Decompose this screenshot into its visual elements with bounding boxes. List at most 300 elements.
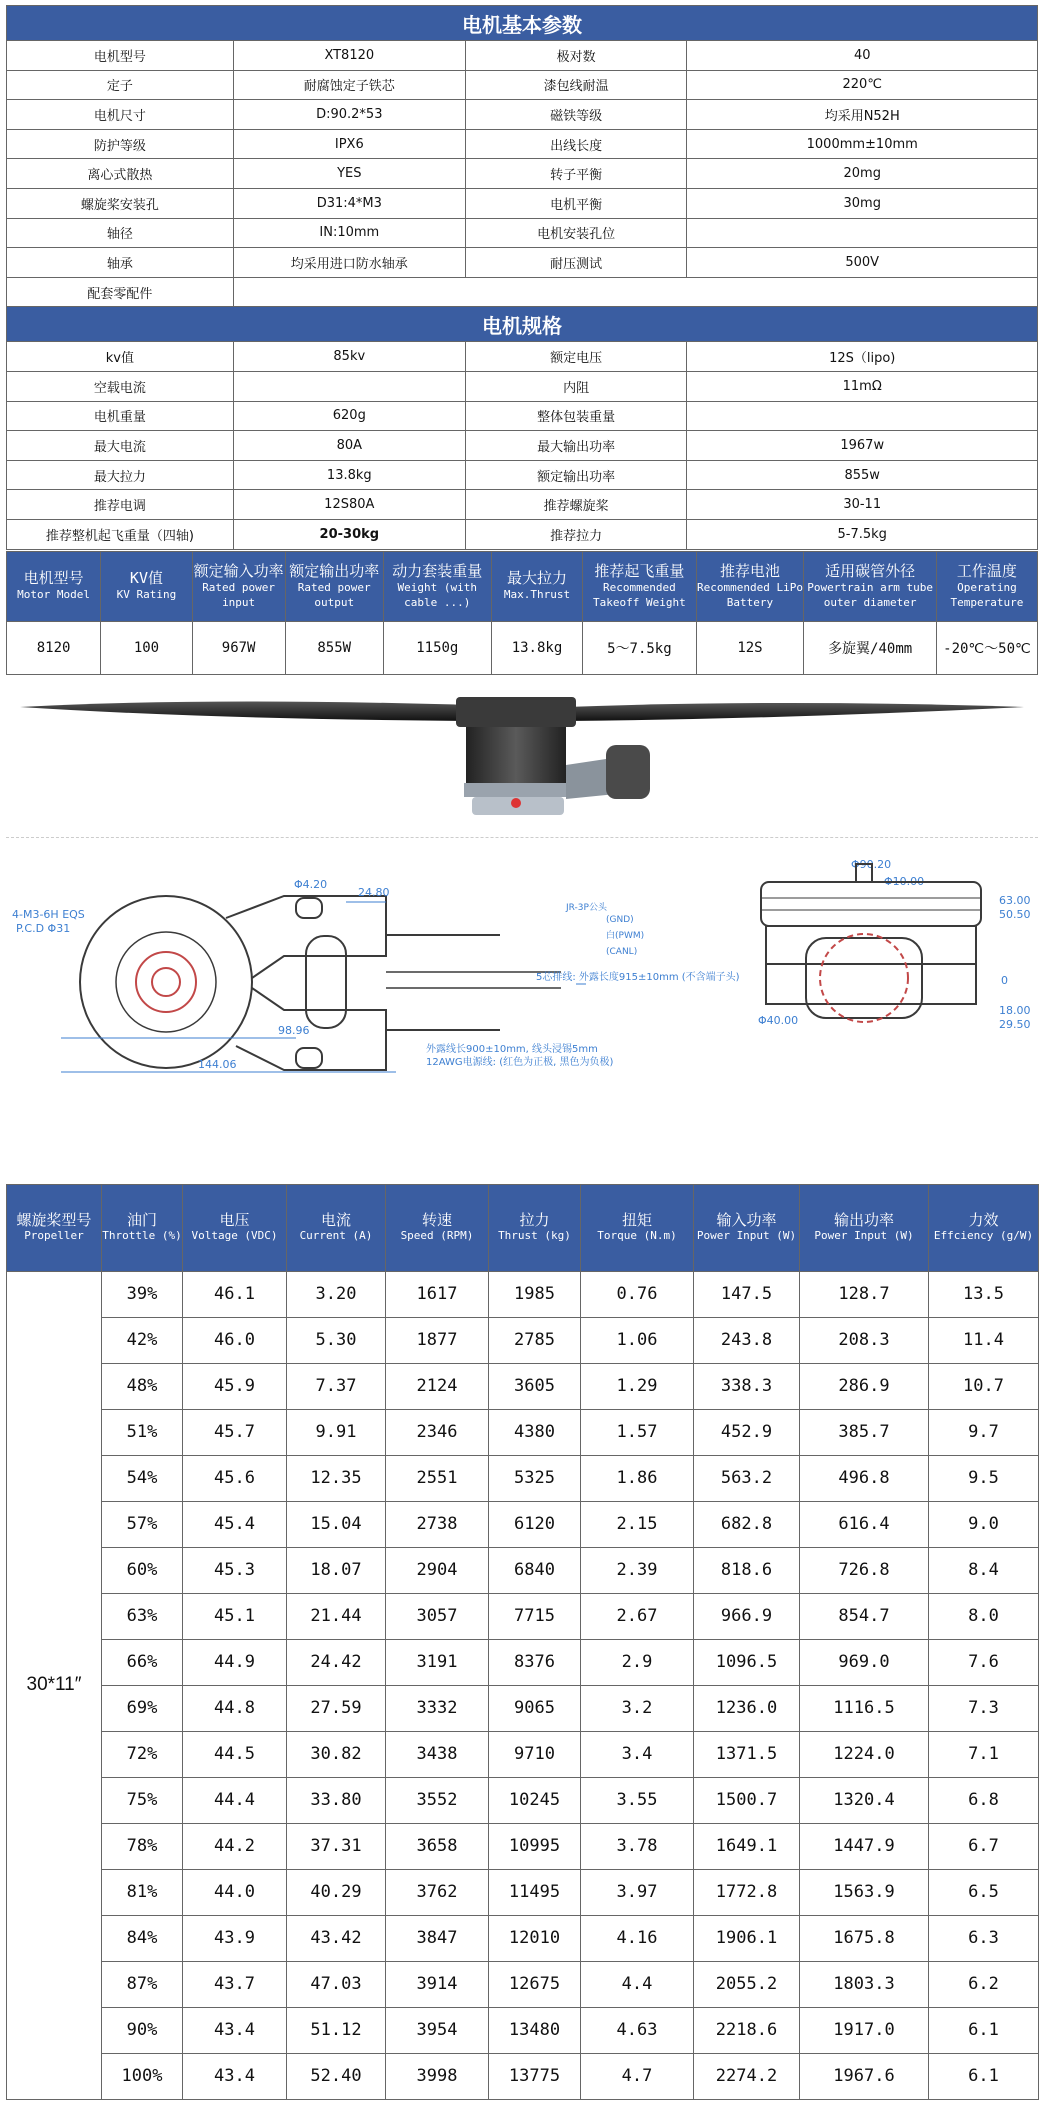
summary-header [696, 551, 804, 621]
cable-note-2: 12AWG电源线: (红色为正极, 黑色为负极) [426, 1056, 614, 1068]
perf-cell: 10995 [489, 1823, 581, 1869]
summary-header-cn: 推荐电池 [719, 561, 780, 580]
dim-5050: 50.50 [999, 907, 1031, 921]
perf-cell: 24.42 [287, 1639, 386, 1685]
perf-cell: 43.7 [183, 1961, 287, 2007]
perf-cell: 44.5 [183, 1731, 287, 1777]
basic-params-title: 电机基本参数 [7, 6, 1038, 41]
summary-header [936, 551, 1037, 621]
param-label: 电机尺寸 [7, 100, 234, 130]
core-cable-note: 5芯排线: 外露长度915±10mm (不含端子头) [536, 971, 740, 983]
perf-cell: 15.04 [287, 1501, 386, 1547]
perf-cell: 2218.6 [694, 2007, 800, 2053]
perf-row [7, 1409, 1039, 1455]
perf-cell: 2.39 [581, 1547, 694, 1593]
perf-cell: 7.37 [287, 1363, 386, 1409]
summary-cell: 855W [285, 621, 383, 674]
perf-header-cn: 电流 [320, 1211, 351, 1229]
perf-cell: 45.6 [183, 1455, 287, 1501]
perf-cell: 18.07 [287, 1547, 386, 1593]
summary-cell: 5～7.5kg [583, 621, 696, 674]
perf-cell: 75% [102, 1777, 183, 1823]
perf-cell: 6.7 [929, 1823, 1039, 1869]
spec-row [7, 342, 1038, 372]
motor-base [464, 783, 568, 797]
perf-cell: 9.0 [929, 1501, 1039, 1547]
perf-cell: 8376 [489, 1639, 581, 1685]
perf-cell: 46.1 [183, 1271, 287, 1317]
perf-row [7, 1363, 1039, 1409]
perf-cell: 969.0 [800, 1639, 929, 1685]
perf-cell: 1.57 [581, 1409, 694, 1455]
param-label: 漆包线耐温 [465, 70, 687, 100]
perf-cell: 45.3 [183, 1547, 287, 1593]
perf-header-cn: 输入功率 [716, 1211, 777, 1229]
perf-cell: 3.2 [581, 1685, 694, 1731]
perf-cell: 2785 [489, 1317, 581, 1363]
param-value: 均采用进口防水轴承 [233, 248, 465, 278]
summary-header-cn: 工作温度 [956, 561, 1017, 580]
summary-header-cn: 电机型号 [23, 569, 84, 587]
propeller-cell: 30*11″ [7, 1271, 102, 2099]
perf-row [7, 1547, 1039, 1593]
gnd-label: (GND) [606, 914, 634, 925]
perf-cell: 6120 [489, 1501, 581, 1547]
perf-cell: 2551 [386, 1455, 489, 1501]
side-view [761, 864, 981, 1022]
param-label: 电机型号 [7, 41, 234, 71]
param-value: D:90.2*53 [233, 100, 465, 130]
param-label: 转子平衡 [465, 159, 687, 189]
perf-cell: 6.8 [929, 1777, 1039, 1823]
summary-header [192, 551, 285, 621]
param-label: 耐压测试 [465, 248, 687, 278]
pwm-label: 白(PWM) [606, 930, 645, 941]
perf-cell: 1.86 [581, 1455, 694, 1501]
spec-label: 内阻 [465, 371, 687, 401]
param-label: 防护等级 [7, 129, 234, 159]
perf-header-en: Thrust (kg) [498, 1229, 571, 1242]
dim-2480: 24.80 [358, 885, 390, 899]
param-value: 500V [687, 248, 1038, 278]
spec-label: 最大拉力 [7, 460, 234, 490]
perf-cell: 43.42 [287, 1915, 386, 1961]
summary-header-en: Recommended Takeoff Weight [593, 580, 686, 609]
perf-cell: 42% [102, 1317, 183, 1363]
perf-cell: 3332 [386, 1685, 489, 1731]
perf-cell: 90% [102, 2007, 183, 2053]
perf-cell: 43.4 [183, 2053, 287, 2099]
summary-cell: 8120 [7, 621, 101, 674]
summary-header-en: Recommended LiPo Battery [697, 580, 803, 609]
perf-row [7, 1501, 1039, 1547]
perf-cell: 6.1 [929, 2007, 1039, 2053]
perf-cell: 4.16 [581, 1915, 694, 1961]
perf-cell: 66% [102, 1639, 183, 1685]
perf-cell: 3191 [386, 1639, 489, 1685]
perf-header-cn: 拉力 [519, 1211, 550, 1229]
param-value: IPX6 [233, 129, 465, 159]
perf-row [7, 1823, 1039, 1869]
perf-header [102, 1184, 183, 1271]
summary-header [583, 551, 696, 621]
dim-0: 0 [1001, 973, 1008, 987]
accessory-value [233, 277, 1037, 307]
param-value: 220℃ [687, 70, 1038, 100]
summary-cell: -20℃～50℃ [936, 621, 1037, 674]
perf-cell: 2055.2 [694, 1961, 800, 2007]
motor-screw [511, 798, 521, 808]
summary-header [804, 551, 936, 621]
spec-value [233, 371, 465, 401]
perf-cell: 2.67 [581, 1593, 694, 1639]
perf-cell: 286.9 [800, 1363, 929, 1409]
perf-cell: 44.8 [183, 1685, 287, 1731]
perf-cell: 72% [102, 1731, 183, 1777]
perf-cell: 3.20 [287, 1271, 386, 1317]
perf-cell: 2.9 [581, 1639, 694, 1685]
perf-row [7, 1915, 1039, 1961]
perf-row [7, 2053, 1039, 2099]
perf-cell: 4380 [489, 1409, 581, 1455]
dim-phi4000: Φ40.00 [758, 1013, 799, 1027]
perf-cell: 12010 [489, 1915, 581, 1961]
perf-cell: 682.8 [694, 1501, 800, 1547]
perf-header-en: Throttle (%) [102, 1229, 182, 1242]
perf-cell: 3.78 [581, 1823, 694, 1869]
perf-cell: 2.15 [581, 1501, 694, 1547]
perf-header-cn: 转速 [421, 1211, 452, 1229]
perf-cell: 2274.2 [694, 2053, 800, 2099]
perf-cell: 84% [102, 1915, 183, 1961]
param-value: 均采用N52H [687, 100, 1038, 130]
perf-cell: 147.5 [694, 1271, 800, 1317]
perf-cell: 9.91 [287, 1409, 386, 1455]
perf-header-cn: 力效 [968, 1211, 999, 1229]
perf-cell: 81% [102, 1869, 183, 1915]
spec-label: 推荐整机起飞重量（四轴) [7, 519, 234, 549]
basic-row [7, 188, 1038, 218]
param-value: YES [233, 159, 465, 189]
perf-cell: 7.6 [929, 1639, 1039, 1685]
perf-cell: 45.7 [183, 1409, 287, 1455]
perf-cell: 3.97 [581, 1869, 694, 1915]
param-label: 螺旋桨安装孔 [7, 188, 234, 218]
param-value: XT8120 [233, 41, 465, 71]
basic-row [7, 41, 1038, 71]
spec-label: 最大电流 [7, 431, 234, 461]
perf-cell: 44.0 [183, 1869, 287, 1915]
perf-cell: 37.31 [287, 1823, 386, 1869]
perf-cell: 3954 [386, 2007, 489, 2053]
perf-cell: 726.8 [800, 1547, 929, 1593]
perf-cell: 51% [102, 1409, 183, 1455]
perf-cell: 0.76 [581, 1271, 694, 1317]
perf-header [929, 1184, 1039, 1271]
spec-row [7, 431, 1038, 461]
perf-cell: 1447.9 [800, 1823, 929, 1869]
perf-header [7, 1184, 102, 1271]
dim-phi420: Φ4.20 [294, 877, 328, 891]
basic-params-table [6, 5, 1038, 550]
technical-drawing [6, 838, 1038, 1184]
perf-cell: 966.9 [694, 1593, 800, 1639]
perf-header-cn: 油门 [126, 1211, 157, 1229]
perf-cell: 2346 [386, 1409, 489, 1455]
summary-header-en: Motor Model [17, 588, 91, 601]
param-label: 极对数 [465, 41, 687, 71]
dim-1800: 18.00 [999, 1003, 1031, 1017]
param-value: 耐腐蚀定子铁芯 [233, 70, 465, 100]
perf-row [7, 1455, 1039, 1501]
param-label: 出线长度 [465, 129, 687, 159]
perf-cell: 60% [102, 1547, 183, 1593]
accessory-label: 配套零配件 [7, 277, 234, 307]
propeller-blade-right [566, 703, 1024, 721]
spec-label: 推荐螺旋桨 [465, 490, 687, 520]
summary-header [101, 551, 192, 621]
can-label: (CANL) [606, 946, 638, 957]
param-value: 1000mm±10mm [687, 129, 1038, 159]
perf-cell: 57% [102, 1501, 183, 1547]
spec-row [7, 401, 1038, 431]
perf-header-en: Speed (RPM) [400, 1229, 474, 1242]
spec-value: 5-7.5kg [687, 519, 1038, 549]
perf-cell: 3.55 [581, 1777, 694, 1823]
perf-cell: 63% [102, 1593, 183, 1639]
summary-cell: 967W [192, 621, 285, 674]
perf-cell: 8.4 [929, 1547, 1039, 1593]
perf-cell: 7715 [489, 1593, 581, 1639]
param-label: 定子 [7, 70, 234, 100]
spec-row [7, 371, 1038, 401]
perf-cell: 9065 [489, 1685, 581, 1731]
dimension-drawing [6, 838, 1038, 1184]
perf-cell: 46.0 [183, 1317, 287, 1363]
perf-row [7, 1869, 1039, 1915]
summary-header-cn: 额定输入功率 [193, 561, 284, 580]
perf-cell: 1649.1 [694, 1823, 800, 1869]
perf-cell: 3998 [386, 2053, 489, 2099]
prop-mount [456, 697, 576, 727]
perf-row [7, 1271, 1039, 1317]
spec-value: 80A [233, 431, 465, 461]
basic-row [7, 218, 1038, 248]
spec-value: 30-11 [687, 490, 1038, 520]
param-label: 磁铁等级 [465, 100, 687, 130]
perf-cell: 6.5 [929, 1869, 1039, 1915]
dim-6300: 63.00 [999, 893, 1031, 907]
summary-header-en: Powertrain arm tube outer diameter [807, 580, 934, 609]
dim-pcd: P.C.D Φ31 [16, 921, 71, 935]
perf-cell: 45.4 [183, 1501, 287, 1547]
perf-cell: 40.29 [287, 1869, 386, 1915]
spec-value: 85kv [233, 342, 465, 372]
basic-row [7, 248, 1038, 278]
perf-cell: 854.7 [800, 1593, 929, 1639]
perf-cell: 27.59 [287, 1685, 386, 1731]
param-label: 离心式散热 [7, 159, 234, 189]
perf-cell: 1772.8 [694, 1869, 800, 1915]
spec-value: 12S（lipo) [687, 342, 1038, 372]
perf-row [7, 1961, 1039, 2007]
perf-cell: 54% [102, 1455, 183, 1501]
perf-cell: 1675.8 [800, 1915, 929, 1961]
spec-row [7, 460, 1038, 490]
perf-row [7, 1685, 1039, 1731]
perf-cell: 44.9 [183, 1639, 287, 1685]
spec-row [7, 490, 1038, 520]
summary-header [491, 551, 582, 621]
motor-spec-title: 电机规格 [7, 307, 1038, 342]
perf-cell: 1.29 [581, 1363, 694, 1409]
dim-phi1000: Φ10.00 [884, 874, 925, 888]
perf-cell: 6.2 [929, 1961, 1039, 2007]
perf-cell: 21.44 [287, 1593, 386, 1639]
perf-cell: 10.7 [929, 1363, 1039, 1409]
spec-label: 空载电流 [7, 371, 234, 401]
summary-header-cn: 适用碳管外径 [825, 561, 916, 580]
perf-cell: 563.2 [694, 1455, 800, 1501]
perf-cell: 7.1 [929, 1731, 1039, 1777]
perf-cell: 1563.9 [800, 1869, 929, 1915]
perf-header-en: Power Input (W) [814, 1229, 914, 1242]
perf-cell: 1096.5 [694, 1639, 800, 1685]
perf-cell: 12675 [489, 1961, 581, 2007]
perf-cell: 87% [102, 1961, 183, 2007]
perf-cell: 48% [102, 1363, 183, 1409]
spec-value: 1967w [687, 431, 1038, 461]
propeller-blade-left [20, 701, 468, 721]
perf-row [7, 1639, 1039, 1685]
perf-cell: 1224.0 [800, 1731, 929, 1777]
perf-cell: 43.9 [183, 1915, 287, 1961]
perf-cell: 5.30 [287, 1317, 386, 1363]
summary-cell: 1150g [383, 621, 491, 674]
perf-row [7, 1777, 1039, 1823]
perf-header-en: Effciency (g/W) [933, 1229, 1034, 1242]
perf-cell: 44.4 [183, 1777, 287, 1823]
dim-phi9020: Φ90.20 [851, 857, 892, 871]
perf-cell: 452.9 [694, 1409, 800, 1455]
perf-cell: 1906.1 [694, 1915, 800, 1961]
perf-cell: 385.7 [800, 1409, 929, 1455]
perf-header [694, 1184, 800, 1271]
perf-cell: 12.35 [287, 1455, 386, 1501]
perf-header [489, 1184, 581, 1271]
perf-cell: 9.5 [929, 1455, 1039, 1501]
perf-cell: 45.9 [183, 1363, 287, 1409]
perf-cell: 1803.3 [800, 1961, 929, 2007]
perf-header-en: Voltage (VDC) [191, 1229, 278, 1242]
clamp-knuckle [606, 745, 650, 799]
summary-header-en: Max.Thrust [503, 588, 571, 601]
perf-cell: 4.4 [581, 1961, 694, 2007]
perf-cell: 11.4 [929, 1317, 1039, 1363]
summary-header-en: Rated power output [297, 580, 371, 609]
jr-connector-label: JR-3P公头 [566, 902, 607, 913]
perf-cell: 51.12 [287, 2007, 386, 2053]
perf-header [183, 1184, 287, 1271]
perf-cell: 1236.0 [694, 1685, 800, 1731]
perf-cell: 8.0 [929, 1593, 1039, 1639]
basic-row [7, 70, 1038, 100]
perf-cell: 128.7 [800, 1271, 929, 1317]
summary-header [285, 551, 383, 621]
perf-cell: 6.1 [929, 2053, 1039, 2099]
perf-cell: 208.3 [800, 1317, 929, 1363]
summary-header-cn: 推荐起飞重量 [594, 561, 685, 580]
summary-header-cn: 额定输出功率 [289, 561, 380, 580]
perf-cell: 496.8 [800, 1455, 929, 1501]
perf-header-cn: 输出功率 [833, 1211, 894, 1229]
spec-value: 11mΩ [687, 371, 1038, 401]
perf-header-en: Current (A) [299, 1229, 373, 1242]
perf-cell: 1617 [386, 1271, 489, 1317]
param-value: 40 [687, 41, 1038, 71]
cable-note-1: 外露线长900±10mm, 线头浸锡5mm [426, 1043, 598, 1055]
perf-cell: 10245 [489, 1777, 581, 1823]
perf-header-en: Torque (N.m) [597, 1229, 677, 1242]
dim-screw: 4-M3-6H EQS [12, 907, 85, 921]
motor-bell [466, 727, 566, 785]
summary-header-cn: 动力套装重量 [392, 561, 483, 580]
perf-header-cn: 螺旋桨型号 [16, 1211, 92, 1229]
spec-sheet [6, 5, 1038, 2100]
perf-cell: 1985 [489, 1271, 581, 1317]
perf-cell: 39% [102, 1271, 183, 1317]
perf-cell: 69% [102, 1685, 183, 1731]
summary-header-en: Rated power input [202, 580, 276, 609]
perf-cell: 3438 [386, 1731, 489, 1777]
summary-header-en: KV Rating [116, 588, 177, 601]
perf-cell: 3762 [386, 1869, 489, 1915]
perf-cell: 7.3 [929, 1685, 1039, 1731]
perf-cell: 1.06 [581, 1317, 694, 1363]
performance-table [6, 1184, 1039, 2100]
perf-header [386, 1184, 489, 1271]
perf-cell: 818.6 [694, 1547, 800, 1593]
perf-cell: 33.80 [287, 1777, 386, 1823]
basic-row [7, 159, 1038, 189]
summary-header [7, 551, 101, 621]
perf-cell: 45.1 [183, 1593, 287, 1639]
summary-table [6, 551, 1038, 675]
spec-row [7, 519, 1038, 549]
dim-9896: 98.96 [278, 1023, 310, 1037]
perf-header [581, 1184, 694, 1271]
summary-cell: 12S [696, 621, 804, 674]
spec-label: 整体包装重量 [465, 401, 687, 431]
spec-value: 12S80A [233, 490, 465, 520]
param-value [687, 218, 1038, 248]
perf-cell: 13775 [489, 2053, 581, 2099]
perf-cell: 3914 [386, 1961, 489, 2007]
perf-row [7, 1593, 1039, 1639]
perf-row [7, 1317, 1039, 1363]
dim-14406: 144.06 [198, 1057, 237, 1071]
spec-label: 推荐拉力 [465, 519, 687, 549]
param-label: 轴承 [7, 248, 234, 278]
perf-cell: 6840 [489, 1547, 581, 1593]
perf-cell: 1320.4 [800, 1777, 929, 1823]
perf-cell: 6.3 [929, 1915, 1039, 1961]
perf-cell: 1371.5 [694, 1731, 800, 1777]
param-label: 电机平衡 [465, 188, 687, 218]
summary-cell: 13.8kg [491, 621, 582, 674]
perf-cell: 3847 [386, 1915, 489, 1961]
perf-cell: 616.4 [800, 1501, 929, 1547]
